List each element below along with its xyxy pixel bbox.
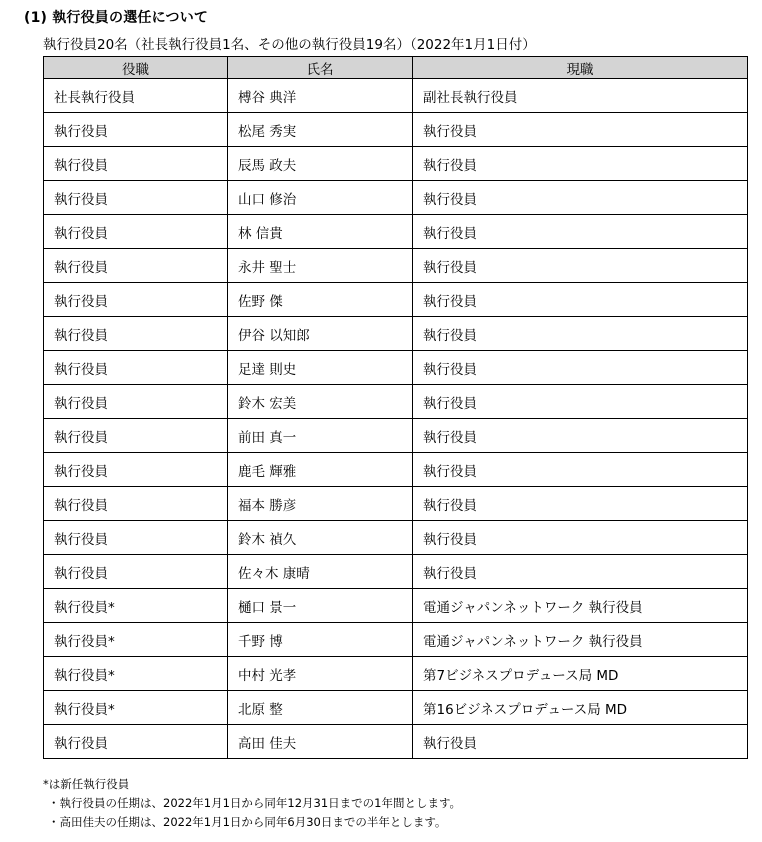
cell-name: 辰馬 政夫 (228, 147, 413, 181)
cell-name: 佐野 傑 (228, 283, 413, 317)
cell-position: 執行役員 (44, 521, 228, 555)
cell-name: 伊谷 以知郎 (228, 317, 413, 351)
cell-name: 永井 聖士 (228, 249, 413, 283)
cell-current-position: 執行役員 (413, 385, 748, 419)
cell-name: 鈴木 宏美 (228, 385, 413, 419)
note-asterisk: *は新任執行役員 (43, 777, 130, 791)
cell-position: 執行役員 (44, 725, 228, 759)
cell-position: 執行役員 (44, 419, 228, 453)
cell-name: 松尾 秀実 (228, 113, 413, 147)
cell-name: 千野 博 (228, 623, 413, 657)
cell-position: 執行役員 (44, 181, 228, 215)
table-caption: 執行役員20名（社長執行役員1名、その他の執行役員19名）（2022年1月1日付） (43, 37, 536, 53)
column-header-name: 氏名 (228, 57, 413, 79)
cell-current-position: 執行役員 (413, 283, 748, 317)
cell-current-position: 執行役員 (413, 249, 748, 283)
cell-current-position: 執行役員 (413, 147, 748, 181)
cell-current-position: 第16ビジネスプロデュース局 MD (413, 691, 748, 725)
table-row (44, 181, 748, 215)
cell-position: 執行役員* (44, 623, 228, 657)
cell-name: 北原 整 (228, 691, 413, 725)
cell-current-position: 執行役員 (413, 453, 748, 487)
cell-position: 執行役員 (44, 215, 228, 249)
cell-current-position: 執行役員 (413, 521, 748, 555)
table-row (44, 113, 748, 147)
column-header-position: 役職 (44, 57, 228, 79)
cell-name: 鹿毛 輝雅 (228, 453, 413, 487)
table-row (44, 623, 748, 657)
table-header-row (44, 57, 748, 79)
cell-current-position: 電通ジャパンネットワーク 執行役員 (413, 623, 748, 657)
cell-position: 執行役員* (44, 589, 228, 623)
officers-table (43, 56, 748, 759)
table-row (44, 453, 748, 487)
table-row (44, 385, 748, 419)
table-row (44, 351, 748, 385)
table-row (44, 589, 748, 623)
table-row (44, 725, 748, 759)
cell-position: 執行役員 (44, 147, 228, 181)
table-row (44, 249, 748, 283)
cell-current-position: 執行役員 (413, 215, 748, 249)
cell-current-position: 執行役員 (413, 419, 748, 453)
cell-position: 執行役員 (44, 317, 228, 351)
cell-position: 執行役員 (44, 113, 228, 147)
section-heading: (1) 執行役員の選任について (24, 10, 209, 26)
cell-name: 佐々木 康晴 (228, 555, 413, 589)
cell-current-position: 電通ジャパンネットワーク 執行役員 (413, 589, 748, 623)
cell-name: 山口 修治 (228, 181, 413, 215)
table-row (44, 79, 748, 113)
officers-table-body (44, 79, 748, 759)
cell-current-position: 執行役員 (413, 317, 748, 351)
cell-position: 執行役員 (44, 453, 228, 487)
notes (43, 775, 461, 832)
cell-position: 執行役員* (44, 691, 228, 725)
cell-name: 榑谷 典洋 (228, 79, 413, 113)
note-term: ・執行役員の任期は、2022年1月1日から同年12月31日までの1年間とします。 (48, 796, 462, 810)
table-row (44, 147, 748, 181)
cell-name: 中村 光孝 (228, 657, 413, 691)
column-header-current-position: 現職 (413, 57, 748, 79)
cell-name: 高田 佳夫 (228, 725, 413, 759)
cell-current-position: 執行役員 (413, 351, 748, 385)
note-term-takada: ・高田佳夫の任期は、2022年1月1日から同年6月30日までの半年とします。 (48, 815, 447, 829)
cell-name: 樋口 景一 (228, 589, 413, 623)
table-row (44, 521, 748, 555)
table-row (44, 657, 748, 691)
cell-current-position: 第7ビジネスプロデュース局 MD (413, 657, 748, 691)
table-row (44, 555, 748, 589)
table-row (44, 691, 748, 725)
cell-current-position: 執行役員 (413, 113, 748, 147)
cell-name: 林 信貴 (228, 215, 413, 249)
cell-position: 社長執行役員 (44, 79, 228, 113)
cell-current-position: 執行役員 (413, 487, 748, 521)
cell-position: 執行役員* (44, 657, 228, 691)
cell-position: 執行役員 (44, 351, 228, 385)
cell-position: 執行役員 (44, 487, 228, 521)
table-row (44, 419, 748, 453)
table-row (44, 215, 748, 249)
cell-current-position: 執行役員 (413, 181, 748, 215)
table-row (44, 487, 748, 521)
cell-current-position: 執行役員 (413, 555, 748, 589)
cell-current-position: 副社長執行役員 (413, 79, 748, 113)
cell-current-position: 執行役員 (413, 725, 748, 759)
cell-name: 前田 真一 (228, 419, 413, 453)
cell-position: 執行役員 (44, 555, 228, 589)
cell-name: 足達 則史 (228, 351, 413, 385)
cell-name: 福本 勝彦 (228, 487, 413, 521)
cell-position: 執行役員 (44, 283, 228, 317)
table-row (44, 317, 748, 351)
cell-position: 執行役員 (44, 249, 228, 283)
table-row (44, 283, 748, 317)
cell-position: 執行役員 (44, 385, 228, 419)
cell-name: 鈴木 禎久 (228, 521, 413, 555)
